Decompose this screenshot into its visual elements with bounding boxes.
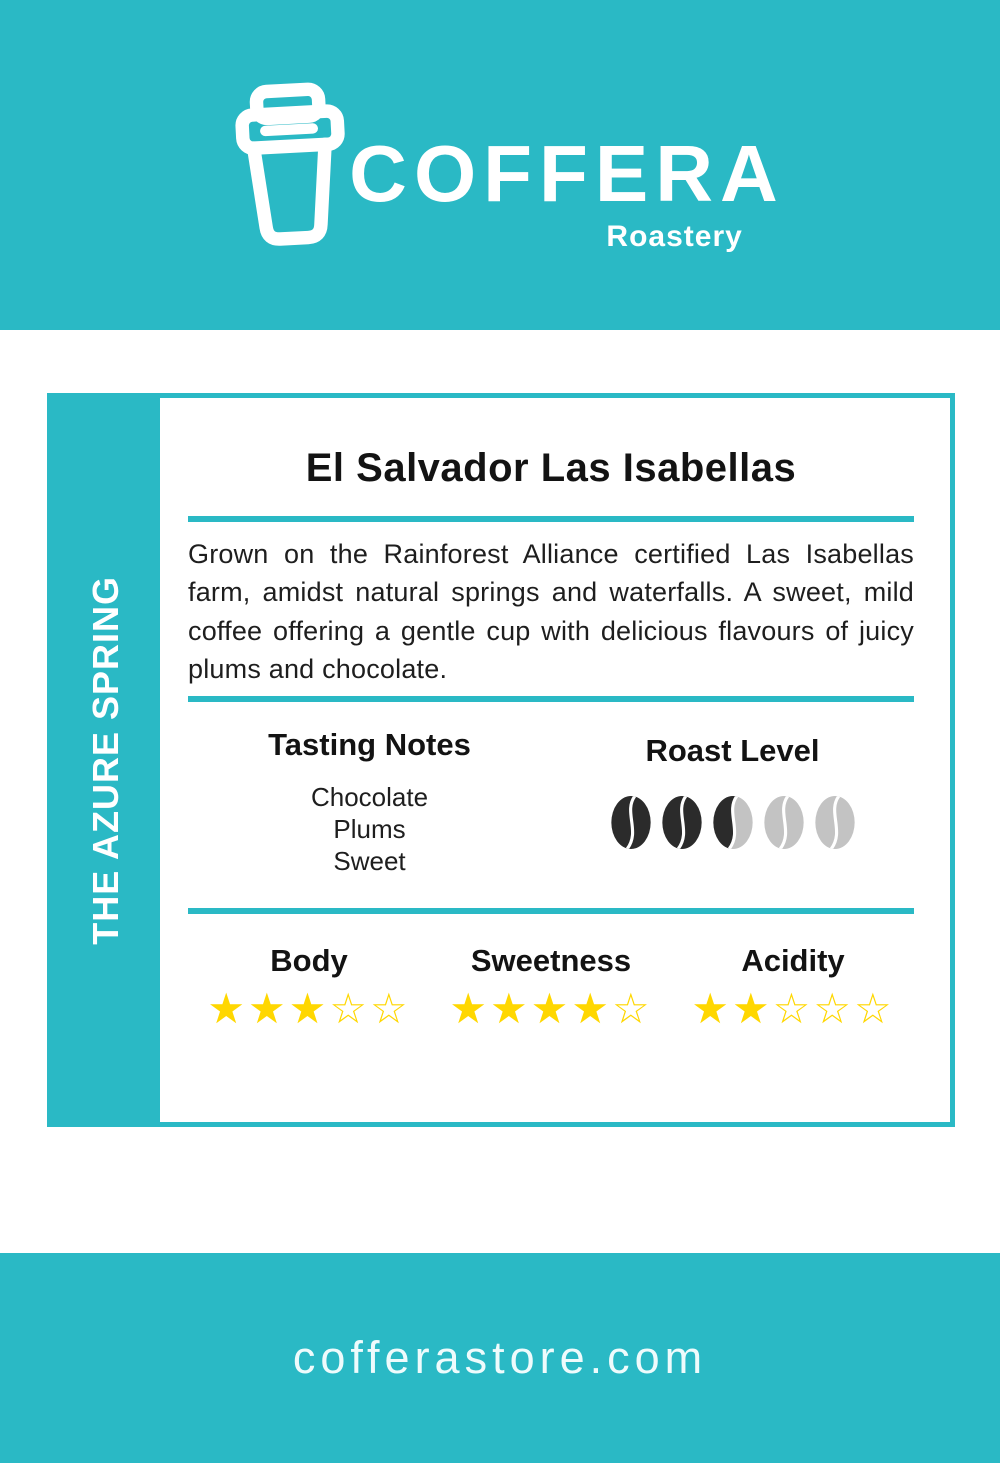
header-band: [0, 0, 1000, 330]
tasting-notes-list: [188, 782, 551, 878]
star-empty-icon: ☆: [369, 985, 411, 1033]
rating-label: Acidity: [741, 943, 845, 979]
series-spine: [52, 398, 160, 1122]
divider: [188, 516, 914, 522]
rating-acidity: [672, 934, 914, 1032]
roast-level-beans: [551, 794, 914, 851]
label-body: [0, 393, 1000, 1253]
roast-level-heading: Roast Level: [645, 733, 820, 769]
star-empty-icon: ☆: [772, 985, 814, 1033]
star-filled-icon: ★: [691, 985, 733, 1033]
rating-label: Body: [270, 943, 348, 979]
brand-text: [349, 80, 785, 254]
rating-sweetness: [430, 934, 672, 1032]
star-filled-icon: ★: [530, 985, 572, 1033]
star-empty-icon: ☆: [329, 985, 370, 1033]
coffee-bean-filled-icon: [609, 794, 653, 851]
website-url: cofferastore.com: [292, 1332, 708, 1383]
rating-stars: [188, 986, 430, 1032]
rating-label: Sweetness: [470, 943, 632, 979]
divider: [188, 908, 914, 914]
star-empty-icon: ☆: [853, 985, 895, 1033]
tasting-notes-section: [188, 718, 551, 878]
product-description: Grown on the Rainforest Alliance certified Las Isabellas farm, amidst natural springs and waterfalls. A sweet, mild coffee offering a gentle cup with delicious flavours of juicy plums and chocolate.: [188, 539, 914, 684]
divider: [188, 696, 914, 702]
tasting-note: Chocolate: [310, 782, 429, 813]
ratings-row: [188, 934, 914, 1032]
tasting-note: Plums: [333, 814, 406, 845]
star-filled-icon: ★: [248, 985, 289, 1033]
brand-tagline: Roastery: [606, 220, 743, 253]
tasting-notes-heading: Tasting Notes: [268, 727, 471, 763]
coffee-cup-icon: [211, 76, 370, 260]
series-name: THE AZURE SPRING: [85, 575, 126, 945]
card-content: [160, 398, 950, 1122]
coffee-bean-half-icon: [711, 794, 755, 851]
star-filled-icon: ★: [732, 985, 773, 1033]
star-filled-icon: ★: [571, 985, 612, 1033]
rating-stars: [430, 986, 672, 1032]
star-filled-icon: ★: [490, 985, 531, 1033]
product-title: El Salvador Las Isabellas: [305, 446, 797, 490]
star-empty-icon: ☆: [611, 985, 653, 1033]
coffee-bean-filled-icon: [660, 794, 704, 851]
star-filled-icon: ★: [288, 985, 330, 1033]
roast-level-section: [551, 718, 914, 878]
star-empty-icon: ☆: [813, 985, 854, 1033]
star-filled-icon: ★: [207, 985, 249, 1033]
brand-logo: [215, 80, 785, 256]
coffee-bean-empty-icon: [813, 794, 857, 851]
star-filled-icon: ★: [449, 985, 491, 1033]
footer-band: [0, 1253, 1000, 1463]
tasting-note: Sweet: [333, 846, 406, 877]
rating-stars: [672, 986, 914, 1032]
coffee-bean-empty-icon: [762, 794, 806, 851]
rating-body: [188, 934, 430, 1032]
product-card: [47, 393, 955, 1127]
brand-name: COFFERA: [349, 129, 785, 218]
notes-roast-row: [188, 718, 914, 878]
